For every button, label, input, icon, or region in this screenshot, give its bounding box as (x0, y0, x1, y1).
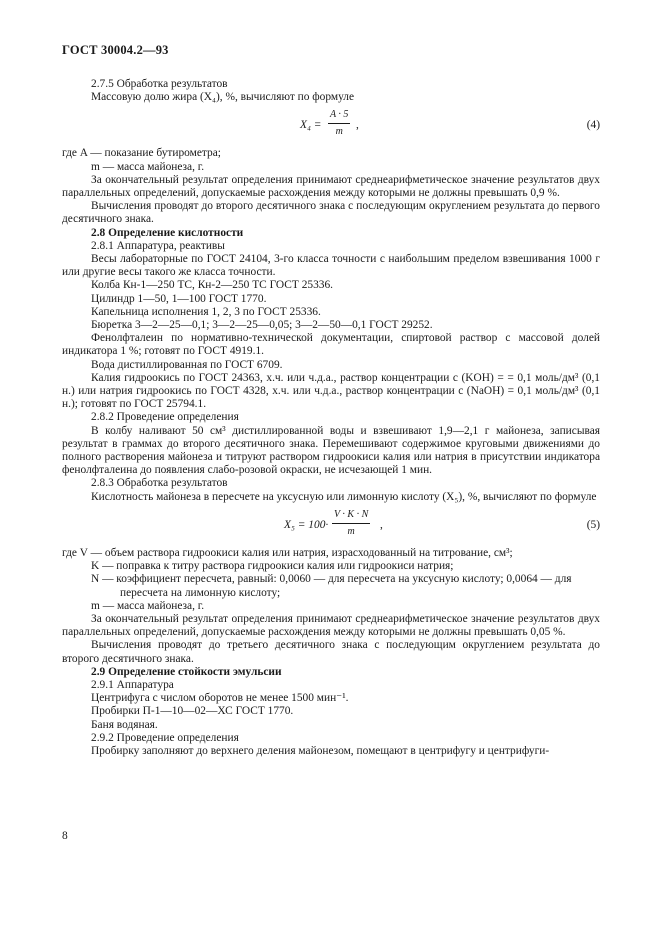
paragraph: Центрифуга с числом оборотов не менее 1500 мин⁻¹. (91, 692, 349, 705)
paragraph: Бюретка 3—2—25—0,1; 3—2—25—0,05; 3—2—50—0,1 ГОСТ 29252. (91, 319, 433, 332)
subsection-title: 2.9.1 Аппаратура (91, 678, 174, 691)
formula-denominator: m (347, 525, 355, 537)
formula-4 (62, 107, 600, 145)
paragraph: Колба Кн-1—250 ТС, Кн-2—250 ТС ГОСТ 25336. (91, 279, 334, 292)
paragraph: Капельница исполнения 1, 2, 3 по ГОСТ 25336. (91, 305, 321, 318)
paragraph: Массовую долю жира (X₄), %, вычисляют по формуле (91, 91, 355, 104)
section-2-8-title: 2.8 Определение кислотности (91, 226, 244, 239)
subsection-title: 2.8.2 Проведение определения (91, 411, 239, 424)
formula-number: (5) (586, 518, 600, 531)
definition: N — коэффициент пересчета, равный: 0,0060 — для пересчета на уксусную кислоту; 0,0064 — для (91, 573, 572, 586)
paragraph: За окончательный результат определения принимают среднеарифметическое значение результатов двух параллельных определений, допускаемые расхождения между которыми не должны превышать 0,05 %. (62, 612, 600, 639)
formula-5 (62, 507, 600, 545)
paragraph: Баня водяная. (91, 718, 158, 731)
paragraph: Калия гидроокись по ГОСТ 24363, х.ч. или ч.д.а., раствор концентрации c (KOH) = = 0,1 моль/дм³ (0,1 н.) или натрия гидроокись по ГОСТ 4328, х.ч. или ч.д.а., раствор концентрации c (NaOH) = 0,1 моль/дм³ (0,1 н.); готовят по ГОСТ 25794.1. (62, 371, 600, 411)
section-2-7-5-title: 2.7.5 Обработка результатов (91, 78, 228, 90)
paragraph: В колбу наливают 50 см³ дистиллированной воды и взвешивают 1,9—2,1 г майонеза, записывая результат в граммах до второго десятичного знака. Перемешивают содержимое круговыми движениями до полного растворения майонеза и титруют раствором гидроокиси калия или натрия в присутствии индикатора фенолфталеина до появления слабо-розовой окраски, не исчезающей 1 мин. (62, 424, 600, 477)
section-2-9-title: 2.9 Определение стойкости эмульсии (91, 665, 282, 678)
paragraph: Весы лабораторные по ГОСТ 24104, 3-го класса точности с наибольшим пределом взвешивания 1000 г или другие весы такого же класса точности. (62, 253, 600, 279)
formula-numerator: A · 5 (328, 109, 350, 124)
definition: где A — показание бутирометра; (62, 147, 221, 160)
formula-tail: , (380, 518, 383, 531)
definition: m — масса майонеза, г. (91, 599, 205, 612)
definition-continuation: пересчета на лимонную кислоту; (120, 586, 281, 599)
paragraph: За окончательный результат определения принимают среднеарифметическое значение результатов двух параллельных определений, допускаемые расхождения между которыми не должны превышать 0,9 %. (62, 173, 600, 200)
paragraph: Пробирки П-1—10—02—ХС ГОСТ 1770. (91, 705, 294, 718)
subsection-title: 2.8.3 Обработка результатов (91, 477, 228, 490)
paragraph: Вода дистиллированная по ГОСТ 6709. (91, 358, 283, 371)
formula-fraction (332, 509, 370, 538)
formula-number: (4) (586, 119, 600, 132)
formula-tail: , (356, 119, 359, 132)
page-content (62, 78, 600, 758)
formula-denominator: m (335, 126, 343, 138)
paragraph: Пробирку заполняют до верхнего деления майонезом, помещают в центрифугу и центрифуги- (91, 744, 550, 757)
definition: m — масса майонеза, г. (91, 160, 205, 173)
page-header: ГОСТ 30004.2—93 (62, 43, 169, 57)
paragraph: Вычисления проводят до третьего десятичного знака с последующим округлением результата до второго десятичного знака. (62, 639, 600, 665)
definition: где V — объем раствора гидроокиси калия или натрия, израсходованный на титрование, см³; (62, 546, 513, 559)
paragraph: Вычисления проводят до второго десятичного знака с последующим округлением результата до первого десятичного знака. (62, 200, 600, 226)
formula-numerator: V · K · N (332, 509, 370, 524)
definition: K — поправка к титру раствора гидроокиси калия или гидроокиси натрия; (91, 560, 454, 573)
formula-lhs: X₄ = (300, 119, 322, 132)
paragraph: Кислотность майонеза в пересчете на уксусную или лимонную кислоту (X₅), %, вычисляют по формуле (91, 490, 597, 503)
subsection-title: 2.9.2 Проведение определения (91, 731, 239, 744)
formula-lhs: X₅ = 100· (284, 518, 329, 531)
paragraph: Цилиндр 1—50, 1—100 ГОСТ 1770. (91, 292, 267, 305)
subsection-title: 2.8.1 Аппаратура, реактивы (91, 239, 225, 252)
paragraph: Фенолфталеин по нормативно-технической документации, спиртовой раствор с массовой долей индикатора 1 %; готовят по ГОСТ 4919.1. (62, 332, 600, 358)
page-number: 8 (62, 830, 68, 842)
formula-fraction (328, 109, 350, 138)
